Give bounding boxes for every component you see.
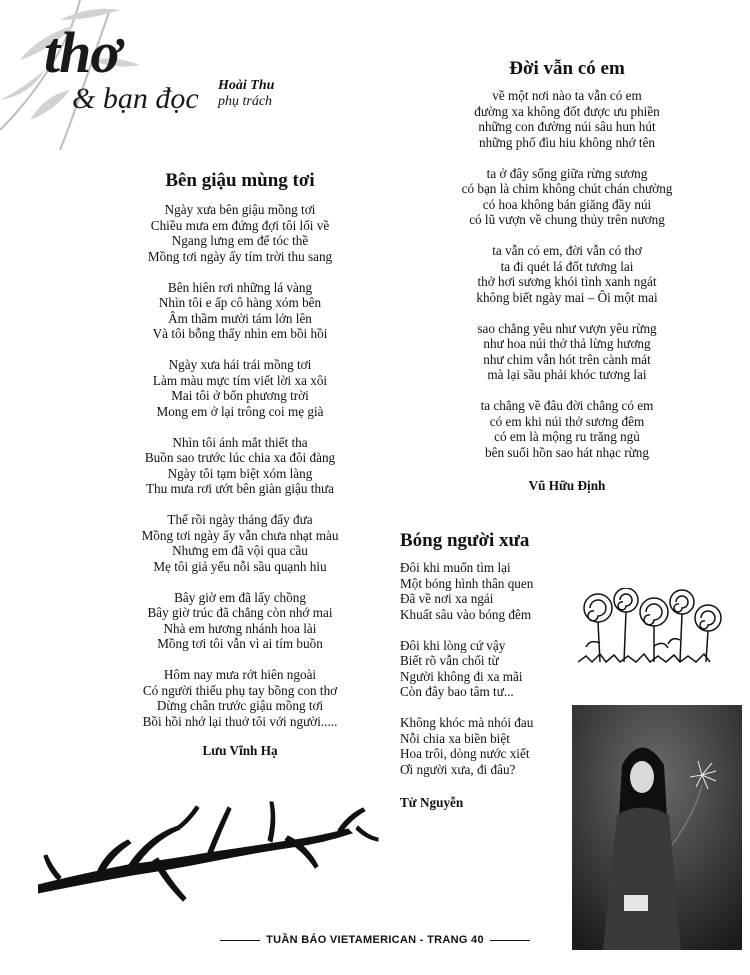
poem-line: Có người thiếu phụ tay bồng con thơ xyxy=(142,682,338,698)
footer-rule-left xyxy=(220,940,260,941)
poem-line: có lũ vượn về chung thủy trên nương xyxy=(469,212,665,227)
poem-stanza xyxy=(95,280,385,342)
page-footer xyxy=(0,934,750,946)
editor-role: phụ trách xyxy=(218,94,273,109)
poem-line: Buồn sao trước lúc chia xa đôi đàng xyxy=(144,450,336,465)
section-logo-subtitle: & bạn đọc xyxy=(72,82,199,115)
poem-line: Nhìn tôi ánh mắt thiết tha xyxy=(172,434,308,450)
poem-line: Bây giờ em đã lấy chồng xyxy=(174,589,306,605)
painting-woman-moon xyxy=(572,705,742,950)
poem-line: có em khi núi thở sương đêm xyxy=(489,413,645,429)
poem-stanza xyxy=(412,166,722,228)
poem-stanza xyxy=(400,560,600,622)
poem-stanza xyxy=(95,357,385,419)
poem-stanza xyxy=(95,590,385,652)
section-logo-title: thơ xyxy=(44,20,121,85)
poem-line: Khuất sâu vào bóng đêm xyxy=(400,606,532,622)
poem-stanza xyxy=(412,243,722,305)
poem-line: thở hơi sương khói tình xanh ngát xyxy=(477,274,657,289)
poem-line: Còn đây bao tâm tư... xyxy=(400,684,514,699)
poem-line: Mồng tơi tôi vẫn vì ai tím buồn xyxy=(157,636,323,651)
poem-line: Người không đi xa mãi xyxy=(400,668,523,684)
poem-2-title: Đời vẫn có em xyxy=(509,58,625,79)
poem-line: Nhưng em đã vội qua cầu xyxy=(172,543,308,558)
poem-line: ta ở đây sống giữa rừng sương xyxy=(486,165,648,181)
poem-line: Ơi người xưa, đi đâu? xyxy=(400,761,516,777)
editor-name: Hoài Thu xyxy=(218,78,275,93)
poem-3-title: Bóng người xưa xyxy=(400,530,530,551)
poem-line: mà lại sầu phải khóc tương lai xyxy=(487,367,647,382)
poem-line: Bên hiên rơi những lá vàng xyxy=(167,279,313,295)
poem-line: Làm màu mực tím viết lời xa xôi xyxy=(152,372,328,388)
poem-2-author: Vũ Hữu Định xyxy=(528,478,606,493)
poem-line: Âm thầm mười tám lớn lên xyxy=(168,310,312,326)
poem-stanza xyxy=(95,435,385,497)
poem-line: Và tôi bỗng thấy nhìn em bồi hồi xyxy=(152,326,328,341)
poem-3-body xyxy=(400,560,600,793)
poem-line: ta vẫn có em, đời vẫn có thơ xyxy=(492,243,642,258)
footer-text: TUẦN BÁO VIETAMERICAN - TRANG 40 xyxy=(266,934,484,946)
poem-line: Ngày xưa bên giậu mồng tơi xyxy=(164,202,316,217)
poem-stanza xyxy=(95,667,385,729)
poem-line: Thu mưa rơi ướt bên giàn giậu thưa xyxy=(145,481,335,496)
poem-line: Biết rõ vẫn chối từ xyxy=(400,653,499,668)
poem-stanza xyxy=(95,512,385,574)
branch-silhouette xyxy=(38,800,398,910)
poem-line: Hôm nay mưa rớt hiên ngoài xyxy=(163,667,317,682)
poem-line: có em là mộng ru trăng ngủ xyxy=(494,429,640,444)
poem-2-body xyxy=(412,88,722,476)
poem-line: Mong em ở lại trông coi mẹ già xyxy=(156,403,324,419)
poem-line: những con đường núi sâu hun hút xyxy=(478,119,656,134)
poem-line: Thế rồi ngày tháng đẩy đưa xyxy=(167,512,313,527)
flowers-doodle xyxy=(578,588,728,668)
poem-stanza xyxy=(400,638,600,700)
poem-line: bên suối hồn sao hát nhạc rừng xyxy=(485,444,649,460)
poem-line: có hoa không bán giăng đầy núi xyxy=(482,196,652,212)
poem-line: Mẹ tôi giả yếu nỗi sầu quạnh hiu xyxy=(153,558,327,574)
poem-stanza xyxy=(412,321,722,383)
poem-line: những phố đìu hiu không nhớ tên xyxy=(478,134,656,150)
poem-line: Đôi khi lòng cứ vậy xyxy=(400,637,506,653)
poem-line: như chim vẫn hót trên cành mát xyxy=(483,351,651,367)
poem-line: Nhà em hương nhánh hoa lài xyxy=(163,620,317,636)
poem-line: Một bóng hình thân quen xyxy=(400,575,534,591)
poem-line: không biết ngày mai – Ôi một mai xyxy=(476,289,658,305)
poem-line: Hoa trôi, dòng nước xiết xyxy=(400,746,530,761)
poem-line: về một nơi nào ta vẫn có em xyxy=(492,88,642,103)
poem-stanza xyxy=(400,715,600,777)
poem-3-author: Từ Nguyễn xyxy=(400,795,464,810)
poem-line: Nỗi chia xa biền biệt xyxy=(400,730,510,746)
poem-line: có bạn là chim không chút chán chường xyxy=(461,181,673,196)
poem-line: ta chẳng về đâu đời chẳng có em xyxy=(480,398,654,413)
poem-1-body xyxy=(95,202,385,745)
poem-1-title: Bên giậu mùng tơi xyxy=(165,170,315,191)
poem-line: Đôi khi muốn tìm lại xyxy=(400,560,511,575)
poem-stanza xyxy=(412,398,722,460)
poem-line: sao chẳng yêu như vượn yêu rừng xyxy=(477,320,657,336)
poem-line: Nhìn tôi e ấp cô hàng xóm bên xyxy=(158,295,322,310)
poem-line: Bây giờ trúc đã chẳng còn nhớ mai xyxy=(147,605,333,620)
poem-line: ta đi quét lá đốt tương lai xyxy=(500,258,634,274)
footer-rule-right xyxy=(490,940,530,941)
poem-stanza xyxy=(95,202,385,264)
poem-line: Ngày tôi tạm biệt xóm làng xyxy=(167,465,313,481)
poem-line: Chiều mưa em đứng đợi tôi lối về xyxy=(150,217,330,233)
poem-line: Mai tôi ở bốn phương trời xyxy=(171,388,309,403)
poem-line: Mồng tơi ngày ấy tím trời thu sang xyxy=(147,248,333,264)
poem-line: Không khóc mà nhói đau xyxy=(400,715,534,730)
poem-line: Ngang lưng em để tóc thề xyxy=(171,233,309,248)
poem-line: Bồi hồi nhớ lại thuở tôi với người..... xyxy=(142,713,338,729)
poem-line: đường xa không đốt được ưu phiền xyxy=(474,103,660,119)
poem-line: Ngày xưa hái trái mồng tơi xyxy=(168,357,312,372)
poem-line: Dừng chân trước giậu mồng tơi xyxy=(156,698,324,713)
poem-stanza xyxy=(412,88,722,150)
poem-line: Đã về nơi xa ngái xyxy=(400,591,494,606)
poem-1-author: Lưu Vĩnh Hạ xyxy=(202,743,278,758)
poem-line: như hoa núi thở thả lừng hương xyxy=(483,336,651,351)
poem-line: Mồng tơi ngày ấy vẫn chưa nhạt màu xyxy=(141,527,339,543)
